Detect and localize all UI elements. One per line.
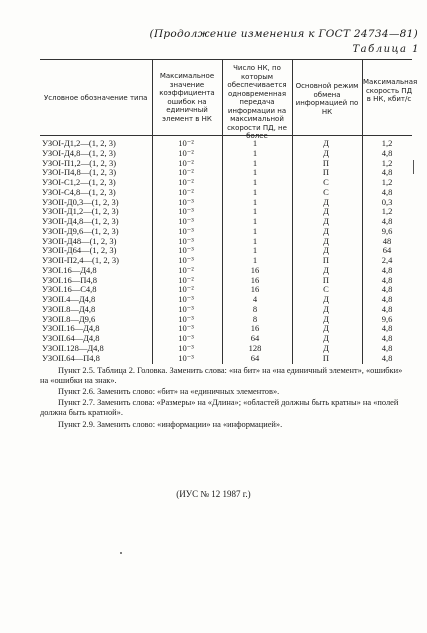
table-row: УЗОI-П1,2—(1, 2, 3) 10⁻² 1 П 1,2	[42, 157, 393, 168]
table-row: УЗОII.64—П4,8 10⁻³ 64 П 4,8	[42, 352, 393, 363]
table-row: УЗОII-Д9,6—(1, 2, 3) 10⁻³ 1 Д 9,6	[42, 225, 393, 236]
table-row: УЗОI-С1,2—(1, 2, 3) 10⁻² 1 С 1,2	[42, 177, 393, 187]
column-header-channel-count: Число НК, по которым обеспечивается одновременная передача информации на максимальной скорости ПД, не более	[227, 64, 287, 140]
table-row: УЗОI-Д1,2—(1, 2, 3) 10⁻² 1 Д 1,2	[42, 138, 393, 148]
table-row: УЗОII.128—Д4,8 10⁻³ 128 Д 4,8	[42, 342, 393, 353]
table-row: УЗОII.8—Д4,8 10⁻³ 8 Д 4,8	[42, 303, 393, 314]
table-row: УЗОI-Д4,8—(1, 2, 3) 10⁻² 1 Д 4,8	[42, 147, 393, 158]
column-header-max-speed: Максимальная скорость ПД в НК, кбит/с	[363, 78, 418, 103]
table-row: УЗОI.16—С4,8 10⁻² 16 С 4,8	[42, 284, 393, 295]
table-row: УЗОII.8—Д9,6 10⁻³ 8 Д 9,6	[42, 313, 393, 324]
table-body	[40, 139, 412, 363]
column-header-type: Условное обозначение типа	[44, 94, 148, 102]
amendment-2-6: Пункт 2.6. Заменить слово: «бит» на «единичных элементов».	[58, 387, 280, 396]
table-row: УЗОII.16—Д4,8 10⁻³ 16 Д 4,8	[42, 323, 393, 334]
table-row: УЗОII-Д1,2—(1, 2, 3) 10⁻³ 1 Д 1,2	[42, 206, 393, 217]
table-row: УЗОII-Д0,3—(1, 2, 3) 10⁻³ 1 Д 0,3	[42, 196, 393, 207]
table-row: УЗОII-Д64—(1, 2, 3) 10⁻³ 1 Д 64	[42, 245, 392, 256]
scan-speck	[120, 552, 122, 554]
table-top-rule	[40, 59, 412, 60]
amendment-2-9: Пункт 2.9. Заменить слово: «информации» на «информацией».	[58, 420, 283, 429]
table-label: Таблица 1	[352, 44, 420, 55]
table-row: УЗОII.4—Д4,8 10⁻³ 4 Д 4,8	[42, 294, 393, 304]
table-row: УЗОI-П4,8—(1, 2, 3) 10⁻² 1 П 4,8	[42, 167, 393, 178]
table-row: УЗОI-С4,8—(1, 2, 3) 10⁻² 1 С 4,8	[42, 186, 393, 197]
table-row: УЗОII-Д4,8—(1, 2, 3) 10⁻³ 1 Д 4,8	[42, 216, 393, 226]
column-header-error-rate: Максимальное значение коэффициента ошибок на единичный элемент в НК	[159, 72, 215, 123]
amendment-2-5: Пункт 2.5. Таблица 2. Головка. Заменить слова: «на бит» на «на единичный элемент», «ошибки» на «ошибки на знак».	[40, 366, 403, 385]
table-row: УЗОII-П2,4—(1, 2, 3) 10⁻³ 1 П 2,4	[42, 255, 393, 265]
table-row: УЗОII-Д48—(1, 2, 3) 10⁻³ 1 Д 48	[42, 235, 392, 246]
continuation-header: (Продолжение изменения к ГОСТ 24734—81)	[149, 28, 418, 40]
column-header-exchange-mode: Основной режим обмена информацией по НК	[295, 82, 359, 116]
amendment-2-7: Пункт 2.7. Заменить слова: «Размеры» на «Длина»; «областей должны быть кратны» на «полей должна быть кратной».	[40, 398, 399, 417]
scan-speck	[413, 160, 414, 174]
ius-reference: (ИУС № 12 1987 г.)	[176, 489, 251, 499]
table-row: УЗОI.16—Д4,8 10⁻² 16 Д 4,8	[42, 264, 393, 275]
table-row: УЗОII.64—Д4,8 10⁻³ 64 Д 4,8	[42, 333, 393, 343]
table-row: УЗОI.16—П4,8 10⁻² 16 П 4,8	[42, 274, 393, 285]
